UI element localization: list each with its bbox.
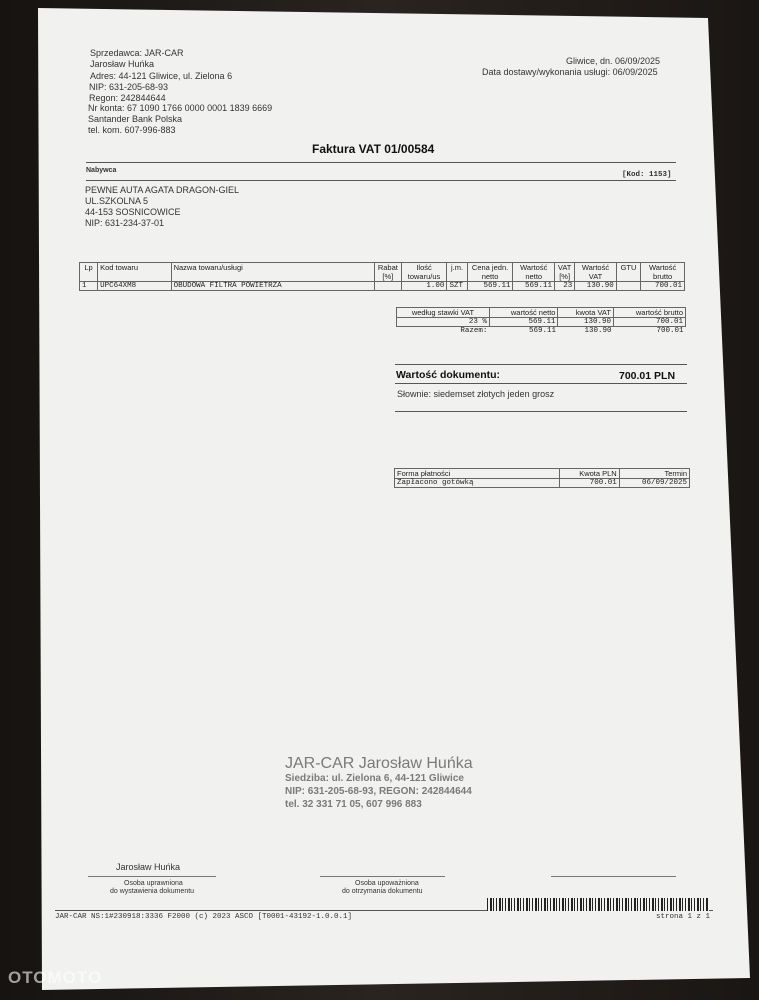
totals-row: [397, 327, 686, 336]
divider: [395, 411, 687, 412]
col-header: Rabat [%]: [375, 263, 402, 282]
table-row: [80, 282, 685, 291]
document-value-amount: 700.01 PLN: [619, 370, 676, 382]
seller-title: Sprzedawca: JAR-CAR: [90, 48, 184, 58]
cell: 569.11: [467, 282, 513, 291]
col-header: Lp: [80, 263, 98, 282]
issuer-caption: Osoba uprawniona: [124, 880, 183, 887]
seller-line: Jarosław Huńka: [90, 59, 155, 69]
place-date: Gliwice, dn. 06/09/2025: [566, 56, 661, 66]
col-header: Kwota PLN: [560, 469, 620, 479]
amount-in-words: Słownie: siedemset złotych jeden grosz: [397, 389, 555, 399]
buyer-line: NIP: 631-234-37-01: [85, 218, 165, 228]
buyer-line: UL.SZKOLNA 5: [85, 196, 149, 206]
cell: 130.90: [575, 282, 617, 291]
col-header: kwota VAT: [558, 308, 613, 318]
seller-line: NIP: 631-205-68-93: [89, 82, 169, 92]
stamp-line: Siedziba: ul. Zielona 6, 44-121 Gliwice: [285, 773, 464, 784]
col-header: Wartość netto: [513, 263, 555, 282]
col-header: Nazwa towaru/usługi: [171, 263, 374, 282]
col-header: wartość netto: [489, 308, 558, 318]
seller-line: Adres: 44-121 Gliwice, ul. Zielona 6: [90, 71, 233, 81]
cell: 700.01: [641, 282, 685, 291]
seller-line: Nr konta: 67 1090 1766 0000 0001 1839 6669: [88, 103, 273, 113]
signature-line: [320, 876, 445, 877]
signature-line: [88, 876, 216, 877]
seller-line: Regon: 242844644: [89, 93, 166, 103]
stamp-line: NIP: 631-205-68-93, REGON: 242844644: [285, 786, 472, 797]
cell: OBUDOWA FILTRA POWIETRZA: [171, 282, 374, 291]
cell: 23: [555, 282, 575, 291]
cell: 06/09/2025: [619, 479, 689, 488]
vat-summary-table: [396, 307, 686, 335]
col-header: Ilość towaru/us: [401, 263, 447, 282]
payment-table: [394, 468, 690, 488]
cell: [375, 282, 402, 291]
table-row: [395, 479, 690, 488]
invoice-title: Faktura VAT 01/00584: [312, 142, 435, 156]
divider: [86, 180, 676, 181]
divider: [86, 162, 676, 163]
document-value-label: Wartość dokumentu:: [396, 369, 501, 381]
cell: 1: [80, 282, 98, 291]
barcode: [487, 898, 709, 911]
col-header: VAT [%]: [555, 263, 575, 282]
col-header: j.m.: [447, 263, 467, 282]
cell: 569.11: [513, 282, 555, 291]
buyer-label: Nabywca: [86, 167, 117, 174]
items-table: [79, 262, 685, 291]
col-header: Cena jedn. netto: [467, 263, 513, 282]
cell: [616, 282, 640, 291]
stamp-line: tel. 32 331 71 05, 607 996 883: [285, 799, 422, 810]
table-row: [397, 318, 686, 327]
seller-line: tel. kom. 607-996-883: [88, 125, 176, 135]
col-header: wartość brutto: [613, 308, 685, 318]
cell: Zapłacono gotówką: [395, 479, 560, 488]
issuer-caption: do wystawienia dokumentu: [110, 888, 195, 895]
cell: 1.00: [401, 282, 447, 291]
footer-system-info: JAR-CAR NS:1#230918:3336 F2000 (c) 2023 ASCO [T0001-43192-1.0.0.1]: [55, 913, 353, 921]
items-header-row: [80, 263, 685, 282]
col-header: Wartość brutto: [641, 263, 685, 282]
cell: 130.90: [584, 327, 612, 335]
col-header: Forma płatności: [395, 469, 560, 479]
issuer-name: Jarosław Huńka: [116, 862, 181, 872]
divider: [395, 364, 687, 365]
signature-line: [551, 876, 676, 877]
cell: 569.11: [528, 327, 556, 335]
buyer-line: PEWNE AUTA AGATA DRAGON-GIEL: [85, 185, 240, 195]
seller-line: Santander Bank Polska: [88, 114, 183, 124]
cell: SZT: [447, 282, 467, 291]
divider: [395, 383, 687, 384]
col-header: według stawki VAT: [397, 308, 490, 318]
payment-header-row: [395, 469, 690, 479]
page-number: strona 1 z 1: [656, 913, 711, 921]
col-header: GTU: [616, 263, 640, 282]
cell: 569.11: [489, 318, 558, 327]
cell: 700.01: [560, 479, 620, 488]
buyer-code: [Kod: 1153]: [622, 171, 672, 179]
cell: UPC64XM8: [98, 282, 171, 291]
col-header: Termin: [619, 469, 689, 479]
delivery-date: Data dostawy/wykonania usługi: 06/09/2025: [482, 67, 658, 77]
receiver-caption: do otrzymania dokumentu: [342, 888, 423, 895]
cell: 130.90: [558, 318, 613, 327]
col-header: Kod towaru: [98, 263, 171, 282]
buyer-line: 44-153 SOSNICOWICE: [85, 207, 181, 217]
totals-label: Razem:: [460, 327, 488, 335]
cell: 700.01: [613, 318, 685, 327]
receiver-caption: Osoba upoważniona: [355, 880, 419, 887]
cell: 23 %: [397, 318, 490, 327]
col-header: Wartość VAT: [575, 263, 617, 282]
watermark-logo: OTOMOTO: [8, 968, 103, 987]
cell: 700.01: [656, 327, 684, 335]
stamp-name: JAR-CAR Jarosław Huńka: [285, 755, 473, 772]
vat-header-row: [397, 308, 686, 318]
